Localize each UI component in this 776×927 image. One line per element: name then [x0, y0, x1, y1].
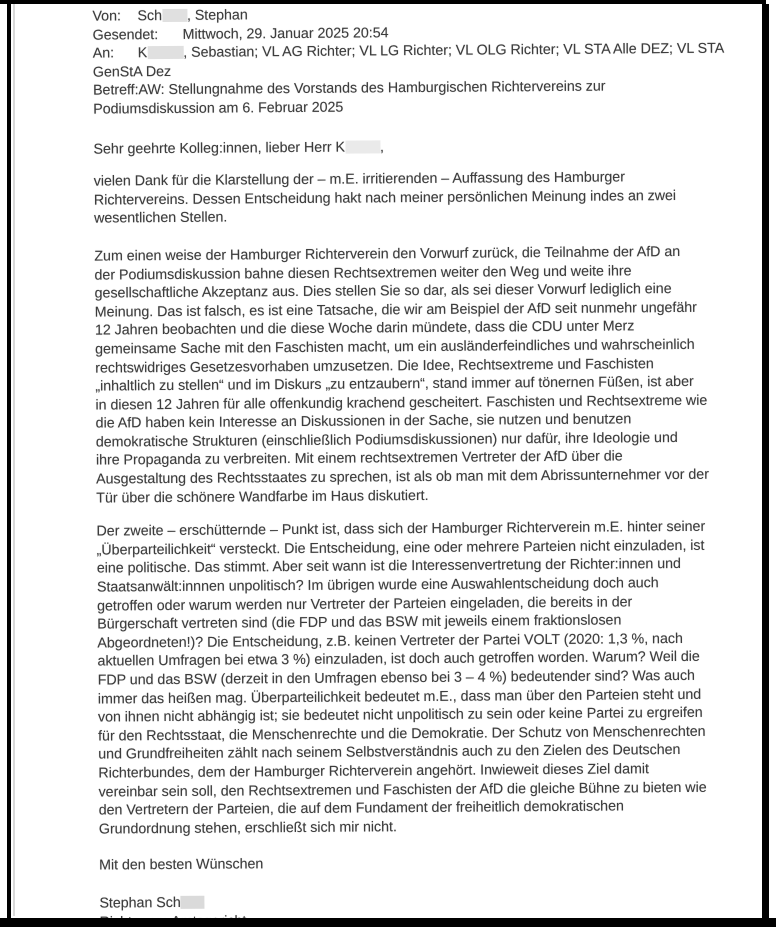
sent-value: Mittwoch, 29. Januar 2025 20:54 — [182, 24, 389, 43]
to-name: K — [137, 45, 148, 62]
subject-text: Betreff:AW: Stellungnahme des Vorstands des Hamburgischen Richtervereins zur Podiumsdiskussion am 6. Februar 2025 — [92, 78, 606, 118]
body-paragraph-1: vielen Dank für die Klarstellung der – m.E. irritierenden – Auffassung des Hamburger Richtervereins. Dessen Entscheidung hakt nach meiner persönlichen Meinung indes an zwei wesentlichen Stellen. — [93, 169, 677, 227]
scan-border-bottom — [0, 918, 776, 927]
redaction-box-signature — [181, 896, 205, 909]
email-header — [92, 2, 745, 119]
sent-label: Gesendet: — [92, 26, 159, 44]
header-to-line — [93, 40, 745, 82]
scan-border-left — [7, 0, 11, 920]
scan-border-top — [0, 0, 766, 4]
greeting-text: Sehr geehrte Kolleg:innen, lieber Herr K — [93, 139, 346, 158]
from-label: Von: — [92, 8, 121, 25]
redaction-box-from — [162, 9, 187, 22]
greeting-line — [93, 135, 745, 159]
redaction-box-to — [147, 46, 183, 59]
body-paragraph-3: Der zweite – erschütternde – Punkt ist, dass sich der Hamburger Richterverein m.E. hinter seiner „Überparteilichkeit“ versteckt. Die Entscheidung, eine oder mehrere Parteien nicht einzuladen, ist eine politische. Das stimmt. Aber seit wann ist die Interessenvertretung der Richter:innen und Staatsanwält:innnen unpolitisch? Im übrigen wurde eine Auswahlentscheidung doch auch getroffen oder warum werden nur Vertreter der Parteien eingeladen, die bereits in der Bürgerschaft vertreten sind (die FDP und das BSW mit jeweils einem fraktionslosen Abgeordneten!)? Die Entscheidung, z.B. keinen Vertreter der Partei VOLT (2020: 1,3 %, nach aktuellen Umfragen bei etwa 3 %) einzuladen, ist doch auch getroffen worden. Warum? Weil die FDP und das BSW (derzeit in den Umfragen ebenso bei 3 – 4 %) bedeutender sind? Was auch immer das heißen mag. Überparteilichkeit bedeutet m.E., dass man über den Parteien steht und von ihnen nicht abhängig ist; sie bedeutet nicht unpolitisch zu sein oder keine Partei zu ergreifen für den Rechtsstaat, die Menschenrechte und die Demokratie. Der Schutz von Menschenrechten und Grundfreiheiten zählt nach seinem Selbstverständnis auch zu den Zielen des Deutschen Richterbundes, dem der Hamburger Richterverein angehört. Inwieweit dieses Ziel damit vereinbar sein soll, den Rechtsextremen und Faschisten der AfD die gleiche Bühne zu bieten wie den Vertretern der Parteien, die auf dem Fundament der freiheitlich demokratischen Grundordnung stehen, erschließt sich mir nicht. — [96, 519, 707, 838]
from-name: Sch — [137, 8, 163, 25]
greeting-comma: , — [379, 138, 385, 155]
redaction-box-greeting — [345, 140, 380, 153]
closing-line: Mit den besten Wünschen — [99, 856, 264, 874]
scan-border-right — [762, 4, 769, 920]
to-recipients: , Sebastian; VL AG Richter; VL LG Richter; VL OLG Richter; VL STA Alle DEZ; VL STA GenStA Dez — [92, 40, 725, 81]
scan-border-left-shadow — [13, 4, 15, 916]
body-paragraph-2: Zum einen weise der Hamburger Richterverein den Vorwurf zurück, die Teilnahme der AfD an der Podiumsdiskussion bahne diesen Rechtsextremen weiter den Weg und weite ihre gesellschaftliche Akzeptanz aus. Dies stellen Sie so dar, als sei dieser Vorwurf lediglich eine Meinung. Das ist falsch, es ist eine Tatsache, die wir am Beispiel der AfD seit nunmehr ungefähr 12 Jahren beobachten und die diese Woche darin mündete, dass die CDU unter Merz gemeinsame Sache mit den Faschisten macht, um ein ausländerfeindliches und wahrscheinlich rechtswidriges Gesetzesvorhaben umzusetzen. Die Idee, Rechtsextreme und Faschisten „inhaltlich zu stellen“ und im Diskurs „zu entzaubern“, stand immer auf tönernen Füßen, ist aber in diesen 12 Jahren für alle offenkundig krachend gescheitert. Faschisten und Rechtsextreme wie die AfD haben kein Interesse an Diskussionen in der Sache, sie nutzen und benutzen demokratische Strukturen (einschließlich Podiumsdiskussionen) nur dafür, ihre Ideologie und ihre Propaganda zu verbreiten. Mit einem rechtsextremen Vertreter der AfD über die Ausgestaltung des Rechtsstaates zu sprechen, ist als ob man mit dem Abrissunternehmer vor der Tür über die schönere Wandfarbe im Haus diskutiert. — [94, 243, 709, 507]
signature-name: Stephan Sch — [99, 894, 181, 912]
email-content — [92, 2, 751, 927]
from-name-rest: , Stephan — [186, 7, 248, 24]
to-label: An: — [92, 45, 115, 62]
header-subject-line — [93, 77, 745, 119]
